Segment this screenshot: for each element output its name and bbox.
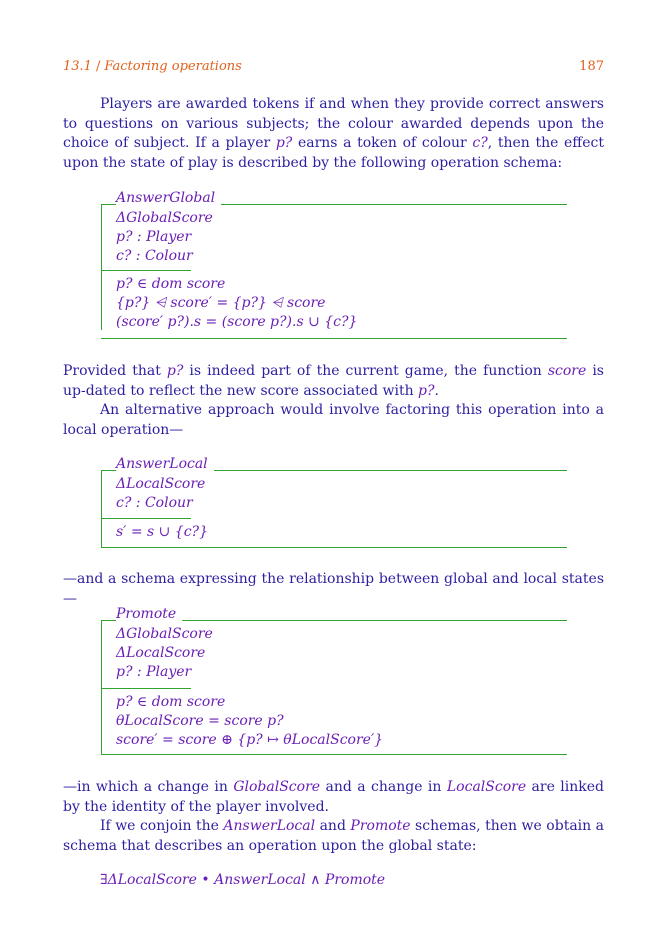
schema-answer-global xyxy=(101,190,605,342)
schema-predicate: {p?} ⩤ score′ = {p?} ⩤ score xyxy=(116,295,326,311)
text-span: and a change in xyxy=(320,779,447,795)
schema-declaration: c? : Colour xyxy=(116,248,193,264)
schema-predicate: p? ∈ dom score xyxy=(116,276,226,292)
paragraph-provided xyxy=(63,362,604,401)
final-expression: ∃ΔLocalScore • AnswerLocal ∧ Promote xyxy=(100,872,386,888)
section-number: 13.1 xyxy=(63,59,92,74)
schema-declaration: ΔGlobalScore xyxy=(116,210,213,226)
identifier: GlobalScore xyxy=(233,779,321,795)
schema-name: AnswerLocal xyxy=(116,456,214,472)
identifier: p? xyxy=(275,135,293,152)
schema-declaration: ΔLocalScore xyxy=(116,476,206,492)
text-span: are linked by the identity of the player involved. xyxy=(63,779,605,815)
text-span: Players are awarded tokens if and when they provide correct answers to questions on various subjects; the colour awarded depends upon the choice of subject. If a player xyxy=(63,96,604,152)
schema-name: Promote xyxy=(116,606,182,622)
text-span: Provided that xyxy=(63,363,167,379)
identifier: Promote xyxy=(350,818,411,834)
identifier: LocalScore xyxy=(446,779,527,795)
text-span: If we conjoin the xyxy=(100,818,224,834)
identifier: p? xyxy=(166,363,184,379)
identifier: AnswerLocal xyxy=(223,818,316,834)
paragraph-alternative: An alternative approach would involve factoring this operation into a local operation— xyxy=(63,402,604,438)
schema-name: AnswerGlobal xyxy=(116,190,221,206)
paragraph-players xyxy=(63,95,604,173)
page xyxy=(63,0,604,952)
identifier: p? xyxy=(418,382,435,399)
identifier: score xyxy=(547,363,587,379)
schema-declaration: c? : Colour xyxy=(116,495,193,511)
page-number: 187 xyxy=(579,59,604,74)
schema-promote xyxy=(101,606,605,758)
paragraph-conjoin xyxy=(63,817,604,856)
text-span: is indeed part of the current game, the function xyxy=(183,363,548,379)
text-span: —in which a change in xyxy=(63,779,234,795)
text-span: is up-dated to reflect the new score associated with xyxy=(63,363,604,399)
paragraph-relationship: —and a schema expressing the relationship between global and local states— xyxy=(63,571,604,607)
identifier: c? xyxy=(472,135,488,152)
schema-answer-local xyxy=(101,456,605,552)
header-section: 13.1 / Factoring operations xyxy=(63,59,242,74)
schema-predicate: (score′ p?).s = (score p?).s ∪ {c?} xyxy=(116,314,358,330)
text-span: and xyxy=(315,818,351,834)
text-span: schemas, then we obtain a schema that describes an operation upon the global state: xyxy=(63,818,604,854)
schema-predicate: score′ = score ⊕ {p? ↦ θLocalScore′} xyxy=(116,732,384,748)
text-span: . xyxy=(434,382,439,399)
running-header xyxy=(63,59,604,77)
schema-predicate: θLocalScore = score p? xyxy=(116,713,284,729)
paragraph-linked xyxy=(63,778,604,817)
schema-predicate: p? ∈ dom score xyxy=(116,694,226,710)
schema-declaration: ΔLocalScore xyxy=(116,645,206,661)
schema-predicate: s′ = s ∪ {c?} xyxy=(116,524,208,540)
schema-declaration: p? : Player xyxy=(116,664,192,680)
section-title: Factoring operations xyxy=(104,59,242,74)
schema-declaration: ΔGlobalScore xyxy=(116,626,213,642)
text-span: , then the effect upon the state of play is described by the following operation schema: xyxy=(63,135,604,171)
schema-declaration: p? : Player xyxy=(116,229,192,245)
text-span: earns a token of colour xyxy=(292,135,473,152)
